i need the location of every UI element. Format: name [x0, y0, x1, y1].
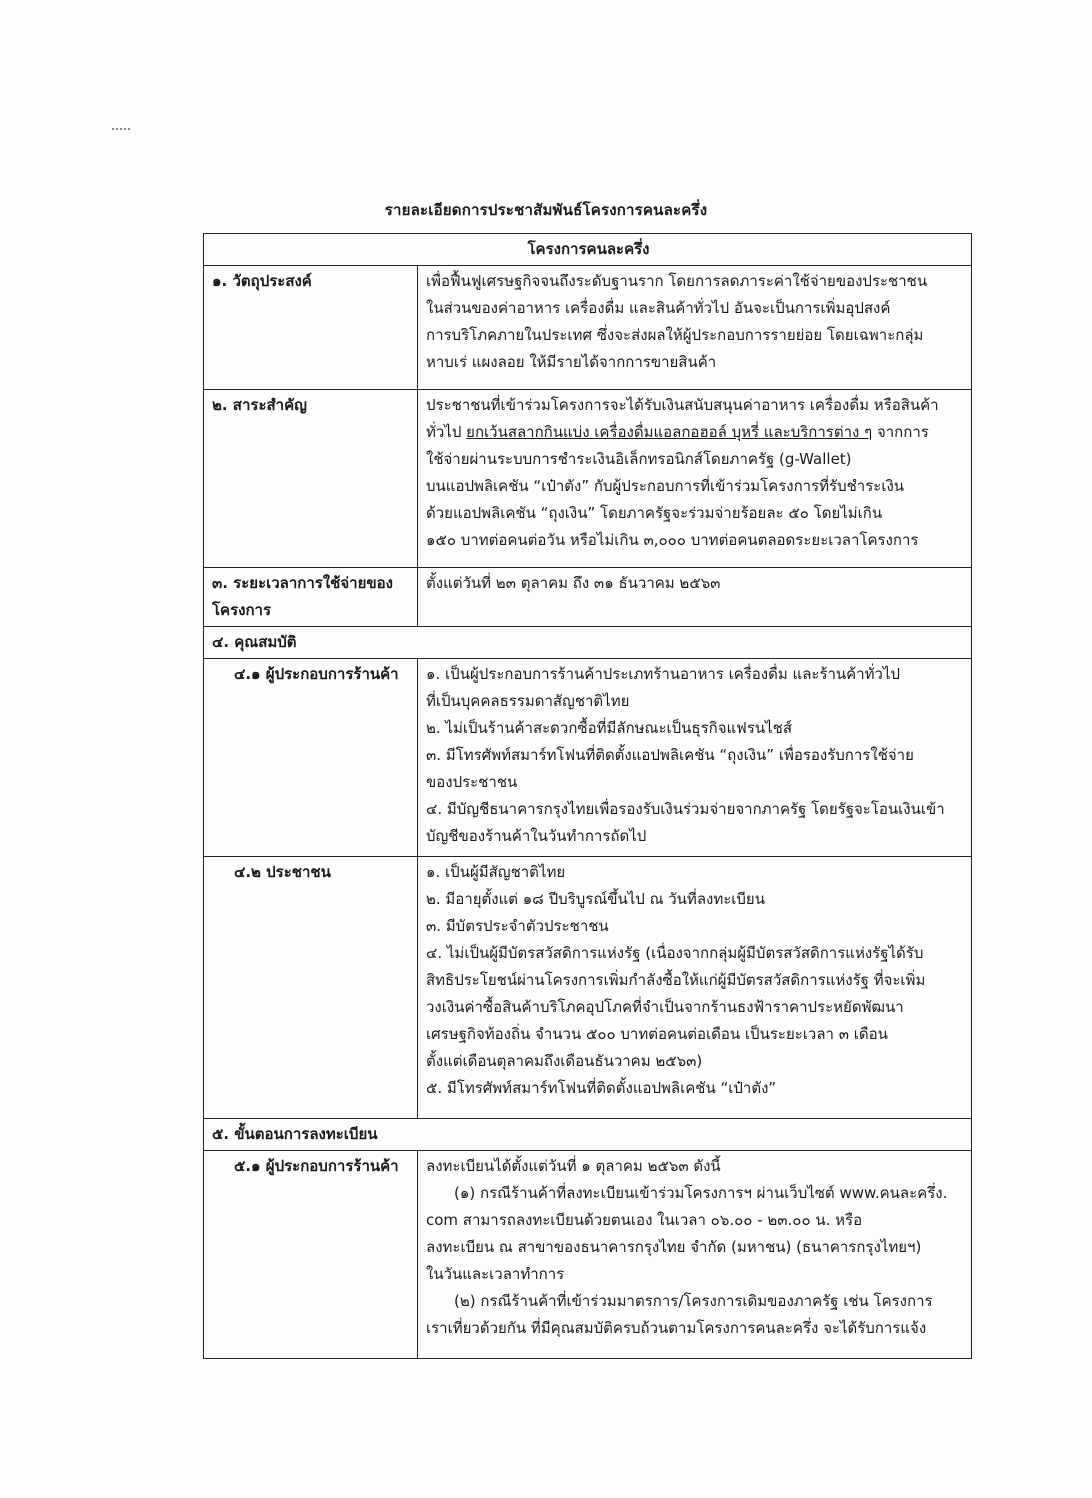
text-line: ในส่วนของค่าอาหาร เครื่องดื่ม และสินค้าทั่วไป อันจะเป็นการเพิ่มอุปสงค์: [426, 299, 891, 317]
merchant-registration-text: [418, 1151, 972, 1359]
text-line: ด้วยแอปพลิเคชัน “ถุงเงิน” โดยภาครัฐจะร่วมจ่ายร้อยละ ๕๐ โดยไม่เกิน: [426, 504, 883, 522]
scan-artifact: [112, 128, 130, 133]
text-line: สิทธิประโยชน์ผ่านโครงการเพิ่มกำลังซื้อให้แก่ผู้มีบัตรสวัสดิการแห่งรัฐ ที่จะเพิ่ม: [426, 971, 926, 989]
text-line: ๑๕๐ บาทต่อคนต่อวัน หรือไม่เกิน ๓,๐๐๐ บาทต่อคนตลอดระยะเวลาโครงการ: [426, 531, 919, 549]
text-line: (๑) กรณีร้านค้าที่ลงทะเบียนเข้าร่วมโครงการฯ ผ่านเว็บไซต์ www.คนละครึ่ง.: [454, 1184, 948, 1202]
registration-section-row: [204, 1119, 972, 1151]
text-line: ๔. มีบัญชีธนาคารกรุงไทยเพื่อรองรับเงินร่วมจ่ายจากภาครัฐ โดยรัฐจะโอนเงินเข้า: [426, 800, 945, 818]
text-line: เราเที่ยวด้วยกัน ที่มีคุณสมบัติครบถ้วนตามโครงการคนละครึ่ง จะได้รับการแจ้ง: [426, 1319, 927, 1337]
text-line: เศรษฐกิจท้องถิ่น จำนวน ๕๐๐ บาทต่อคนต่อเดือน เป็นระยะเวลา ๓ เดือน: [426, 1025, 888, 1043]
text-line: (๒) กรณีร้านค้าที่เข้าร่วมมาตรการ/โครงการเดิมของภาครัฐ เช่น โครงการ: [454, 1292, 933, 1310]
label-line: ๓. ระยะเวลาการใช้จ่ายของ: [212, 574, 393, 592]
text-line: ในวันและเวลาทำการ: [426, 1265, 565, 1283]
table-header: โครงการคนละครึ่ง: [204, 234, 972, 266]
merchant-qualifications-text: [418, 659, 972, 857]
text-line: เพื่อฟื้นฟูเศรษฐกิจจนถึงระดับฐานราก โดยการลดภาระค่าใช้จ่ายของประชาชน: [426, 272, 928, 290]
objective-text: [418, 266, 972, 390]
merchant-qualifications-label: ๔.๑ ผู้ประกอบการร้านค้า: [204, 659, 418, 857]
citizen-qualifications-row: [204, 857, 972, 1119]
text-line: ที่เป็นบุคคลธรรมดาสัญชาติไทย: [426, 692, 630, 710]
document-title: รายละเอียดการประชาสัมพันธ์โครงการคนละครึ่ง: [384, 201, 708, 219]
qualifications-section-label: ๔. คุณสมบัติ: [204, 627, 972, 659]
period-text: ตั้งแต่วันที่ ๒๓ ตุลาคม ถึง ๓๑ ธันวาคม ๒๕๖๓: [418, 568, 972, 627]
essence-text: [418, 390, 972, 568]
text-line: บัญชีของร้านค้าในวันทำการถัดไป: [426, 827, 647, 845]
citizen-qualifications-text: [418, 857, 972, 1119]
period-label: [204, 568, 418, 627]
merchant-qualifications-row: [204, 659, 972, 857]
text-line: [426, 419, 965, 446]
text-line: ตั้งแต่เดือนตุลาคมถึงเดือนธันวาคม ๒๕๖๓): [426, 1052, 703, 1070]
details-table: [203, 233, 972, 1359]
underlined-exclusions: ยกเว้นสลากกินแบ่ง เครื่องดื่มแอลกอฮอล์ บุหรี่ และบริการต่าง ๆ: [466, 423, 873, 441]
text-line: com สามารถลงทะเบียนด้วยตนเอง ในเวลา ๐๖.๐๐ - ๒๓.๐๐ น. หรือ: [426, 1211, 863, 1229]
merchant-registration-label: ๕.๑ ผู้ประกอบการร้านค้า: [204, 1151, 418, 1359]
text-line: ลงทะเบียน ณ สาขาของธนาคารกรุงไทย จำกัด (มหาชน) (ธนาคารกรุงไทยฯ): [426, 1238, 922, 1256]
merchant-registration-row: [204, 1151, 972, 1359]
text-line: ๓. มีโทรศัพท์สมาร์ทโฟนที่ติดตั้งแอปพลิเคชัน “ถุงเงิน” เพื่อรองรับการใช้จ่าย: [426, 746, 914, 764]
text-line: ๒. ไม่เป็นร้านค้าสะดวกซื้อที่มีลักษณะเป็นธุรกิจแฟรนไชส์: [426, 719, 792, 737]
citizen-qualifications-label: ๔.๒ ประชาชน: [204, 857, 418, 1119]
text-line: ลงทะเบียนได้ตั้งแต่วันที่ ๑ ตุลาคม ๒๕๖๓ ดังนี้: [426, 1157, 721, 1175]
text-line: ๒. มีอายุตั้งแต่ ๑๘ ปีบริบูรณ์ขึ้นไป ณ วันที่ลงทะเบียน: [426, 890, 765, 908]
text-line: ๑. เป็นผู้ประกอบการร้านค้าประเภทร้านอาหาร เครื่องดื่ม และร้านค้าทั่วไป: [426, 665, 901, 683]
qualifications-section-row: [204, 627, 972, 659]
text-line: ของประชาชน: [426, 773, 518, 791]
objective-row: [204, 266, 972, 390]
table-header-row: [204, 234, 972, 266]
text-line: บนแอปพลิเคชัน “เป๋าตัง” กับผู้ประกอบการที่เข้าร่วมโครงการที่รับชำระเงิน: [426, 477, 905, 495]
text-segment: ทั่วไป: [426, 423, 467, 441]
essence-row: [204, 390, 972, 568]
label-line: โครงการ: [212, 601, 272, 619]
essence-label: ๒. สาระสำคัญ: [204, 390, 418, 568]
text-line: ๑. เป็นผู้มีสัญชาติไทย: [426, 863, 566, 881]
objective-label: ๑. วัตถุประสงค์: [204, 266, 418, 390]
text-segment: จากการ: [872, 423, 929, 441]
text-line: ใช้จ่ายผ่านระบบการชำระเงินอิเล็กทรอนิกส์โดยภาครัฐ (g-Wallet): [426, 450, 852, 468]
text-line: การบริโภคภายในประเทศ ซึ่งจะส่งผลให้ผู้ประกอบการรายย่อย โดยเฉพาะกลุ่ม: [426, 326, 924, 344]
text-line: ๔. ไม่เป็นผู้มีบัตรสวัสดิการแห่งรัฐ (เนื่องจากกลุ่มผู้มีบัตรสวัสดิการแห่งรัฐได้รับ: [426, 944, 924, 962]
registration-section-label: ๕. ขั้นตอนการลงทะเบียน: [204, 1119, 972, 1151]
text-line: หาบเร่ แผงลอย ให้มีรายได้จากการขายสินค้า: [426, 353, 717, 371]
text-line: ๕. มีโทรศัพท์สมาร์ทโฟนที่ติดตั้งแอปพลิเคชัน “เป๋าตัง”: [426, 1079, 777, 1097]
text-line: ประชาชนที่เข้าร่วมโครงการจะได้รับเงินสนับสนุนค่าอาหาร เครื่องดื่ม หรือสินค้า: [426, 396, 939, 414]
period-row: [204, 568, 972, 627]
text-line: ๓. มีบัตรประจำตัวประชาชน: [426, 917, 609, 935]
text-line: วงเงินค่าซื้อสินค้าบริโภคอุปโภคที่จำเป็นจากร้านธงฟ้าราคาประหยัดพัฒนา: [426, 998, 904, 1016]
